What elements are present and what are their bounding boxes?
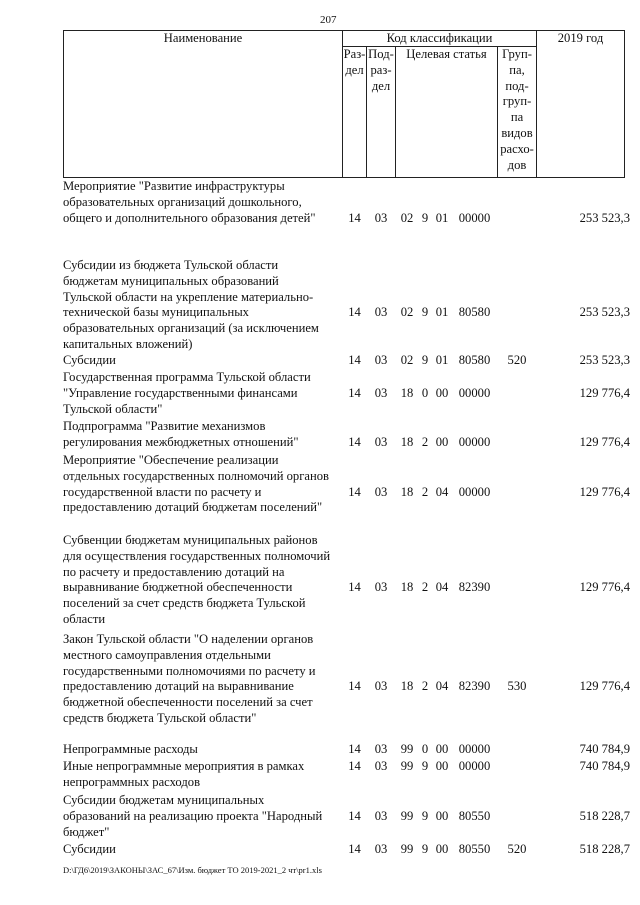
target-subprogram-cell: 9 <box>421 210 429 225</box>
target-direction-cell: 00000 <box>458 210 491 225</box>
row-name-line: Субвенции бюджетам муниципальных районов <box>63 533 318 547</box>
target-direction-cell: 80550 <box>458 842 491 856</box>
row-name-line: Субсидии из бюджета Тульской области <box>63 258 279 272</box>
header-group-line: расхо- <box>500 141 534 156</box>
header-razdel-line: дел <box>345 62 364 77</box>
header-group-line: па <box>510 110 524 125</box>
podrazdel-cell: 03 <box>374 385 388 400</box>
row-name-line: Мероприятие "Обеспечение реализации <box>63 453 279 467</box>
header-group-line: па, <box>509 62 525 77</box>
row-name-line: капитальных вложений) <box>63 336 193 351</box>
podrazdel-cell: 03 <box>374 434 388 449</box>
row-name <box>63 793 343 840</box>
target-direction-cell: 80550 <box>458 808 491 823</box>
razdel-cell: 14 <box>348 679 361 694</box>
header-name-cell <box>63 30 343 178</box>
row-name-line: предоставлению дотаций на выравнивание <box>63 679 294 694</box>
header-group-line: Груп- <box>502 47 532 61</box>
header-group-line: под- <box>505 78 529 93</box>
razdel-cell: 14 <box>348 742 361 756</box>
target-direction-cell: 00000 <box>458 759 491 773</box>
header-group <box>497 47 537 173</box>
target-program-cell: 18 <box>400 679 414 694</box>
podrazdel-cell: 03 <box>374 580 388 595</box>
target-subprogram-cell: 2 <box>421 580 429 595</box>
row-name-line: Субсидии <box>63 842 116 856</box>
razdel-cell: 14 <box>348 842 361 856</box>
target-program-cell: 99 <box>400 742 414 756</box>
target-program-cell: 99 <box>400 759 414 773</box>
razdel-cell: 14 <box>348 808 361 823</box>
target-subprogram-cell: 9 <box>421 305 429 320</box>
header-target: Целевая статья <box>406 47 487 61</box>
row-name-line: бюджетной обеспеченности поселений за счет <box>63 695 313 710</box>
row-name-line: государственной власти по расчету и <box>63 484 262 499</box>
amount-cell: 518 228,7 <box>579 842 630 856</box>
row-name-line: отдельных государственных полномочий органов <box>63 468 329 483</box>
amount-cell: 518 228,7 <box>579 808 630 823</box>
row-name-line: образовательных организаций дошкольного, <box>63 194 302 209</box>
target-direction-cell: 00000 <box>458 385 491 400</box>
target-direction-cell: 00000 <box>458 434 491 449</box>
target-event-cell: 00 <box>435 742 449 756</box>
header-code-group: Код классификации <box>386 31 493 45</box>
row-name-line: непрограммных расходов <box>63 774 201 789</box>
target-program-cell: 02 <box>400 305 414 320</box>
amount-cell: 740 784,9 <box>579 759 630 773</box>
razdel-cell: 14 <box>348 580 361 595</box>
row-name-line: Субсидии <box>63 353 116 367</box>
row-name-line: Закон Тульской области "О наделении органов <box>63 632 314 646</box>
row-name <box>63 453 343 516</box>
amount-cell: 129 776,4 <box>579 434 630 449</box>
header-podrazdel-line: дел <box>371 78 391 93</box>
row-name <box>63 742 343 758</box>
target-event-cell: 00 <box>435 759 449 773</box>
target-subprogram-cell: 0 <box>421 742 429 756</box>
podrazdel-cell: 03 <box>374 742 388 756</box>
target-subprogram-cell: 2 <box>421 434 429 449</box>
target-event-cell: 04 <box>435 484 449 499</box>
row-name-line: Мероприятие "Развитие инфраструктуры <box>63 179 285 193</box>
target-direction-cell: 82390 <box>458 679 491 694</box>
target-direction-cell: 80580 <box>458 305 491 320</box>
row-name-line: местного самоуправления отдельными <box>63 647 271 662</box>
header-year-cell <box>536 30 625 178</box>
row-name-line: Иные непрограммные мероприятия в рамках <box>63 759 305 773</box>
target-event-cell: 04 <box>435 679 449 694</box>
header-group-line: видов <box>501 125 533 140</box>
row-name-line: бюджет" <box>63 824 110 839</box>
header-year: 2019 год <box>557 31 604 45</box>
row-name-line: выравнивание бюджетной обеспеченности <box>63 580 293 595</box>
podrazdel-cell: 03 <box>374 353 388 367</box>
target-program-cell: 18 <box>400 434 414 449</box>
target-subprogram-cell: 9 <box>421 842 429 856</box>
podrazdel-cell: 03 <box>374 679 388 694</box>
header-group-line: груп- <box>502 94 532 109</box>
row-name-line: Подпрограмма "Развитие механизмов <box>63 419 266 433</box>
header-group-line: дов <box>507 157 527 172</box>
row-name-line: общего и дополнительного образования детей" <box>63 210 316 225</box>
row-name-line: образовательных организаций (за исключением <box>63 321 319 336</box>
row-name <box>63 842 343 858</box>
razdel-cell: 14 <box>348 434 361 449</box>
amount-cell: 129 776,4 <box>579 484 630 499</box>
row-name-line: Тульской области на укрепление материально- <box>63 289 314 304</box>
amount-cell: 253 523,3 <box>579 210 630 225</box>
row-name-line: предоставлению дотаций бюджетам поселений" <box>63 500 323 515</box>
amount-cell: 129 776,4 <box>579 679 630 694</box>
row-name <box>63 179 343 226</box>
target-subprogram-cell: 2 <box>421 484 429 499</box>
row-name-line: поселений за счет средств бюджета Тульской <box>63 596 306 611</box>
target-subprogram-cell: 9 <box>421 353 429 367</box>
target-program-cell: 18 <box>400 484 414 499</box>
row-name <box>63 353 343 369</box>
row-name-line: области <box>63 611 106 626</box>
target-program-cell: 99 <box>400 808 414 823</box>
target-event-cell: 00 <box>435 385 449 400</box>
podrazdel-cell: 03 <box>374 759 388 773</box>
podrazdel-cell: 03 <box>374 842 388 856</box>
razdel-cell: 14 <box>348 305 361 320</box>
amount-cell: 253 523,3 <box>579 353 630 367</box>
razdel-cell: 14 <box>348 353 361 367</box>
target-subprogram-cell: 2 <box>421 679 429 694</box>
row-name-line: образований на реализацию проекта "Народный <box>63 808 323 823</box>
file-path-footer: D:\ГД6\2019\ЗАКОНЫ\ЗАС_67\Изм. бюджет ТО 2019-2021_2 чт\pr1.xls <box>63 865 322 875</box>
target-event-cell: 01 <box>435 210 449 225</box>
row-name-line: технической базы муниципальных <box>63 305 249 320</box>
amount-cell: 740 784,9 <box>579 742 630 756</box>
target-subprogram-cell: 0 <box>421 385 429 400</box>
target-event-cell: 04 <box>435 580 449 595</box>
target-program-cell: 99 <box>400 842 414 856</box>
row-name-line: Государственная программа Тульской области <box>63 370 311 384</box>
row-name <box>63 419 343 451</box>
target-event-cell: 01 <box>435 353 449 367</box>
header-name: Наименование <box>163 31 243 45</box>
target-direction-cell: 82390 <box>458 580 491 595</box>
target-subprogram-cell: 9 <box>421 808 429 823</box>
target-program-cell: 02 <box>400 353 414 367</box>
row-name <box>63 370 343 417</box>
razdel-cell: 14 <box>348 210 361 225</box>
row-name <box>63 759 343 791</box>
row-name <box>63 632 343 727</box>
row-name-line: Тульской области" <box>63 401 163 416</box>
amount-cell: 129 776,4 <box>579 580 630 595</box>
expense-group-cell: 530 <box>507 679 527 694</box>
expense-group-cell: 520 <box>507 353 527 367</box>
target-direction-cell: 00000 <box>458 742 491 756</box>
podrazdel-cell: 03 <box>374 808 388 823</box>
row-name-line: бюджетам муниципальных образований <box>63 273 279 288</box>
row-name-line: по расчету и предоставлению дотаций на <box>63 564 285 579</box>
target-program-cell: 18 <box>400 580 414 595</box>
row-name-line: Непрограммные расходы <box>63 742 198 756</box>
row-name-line: "Управление государственными финансами <box>63 385 298 400</box>
target-event-cell: 00 <box>435 842 449 856</box>
header-podrazdel <box>366 47 396 94</box>
target-subprogram-cell: 9 <box>421 759 429 773</box>
row-name-line: государственными полномочиями по расчету и <box>63 663 316 678</box>
target-event-cell: 00 <box>435 808 449 823</box>
amount-cell: 129 776,4 <box>579 385 630 400</box>
target-program-cell: 02 <box>400 210 414 225</box>
row-name-line: средств бюджета Тульской области" <box>63 710 257 725</box>
row-name-line: регулирования межбюджетных отношений" <box>63 434 299 449</box>
expense-group-cell: 520 <box>507 842 527 856</box>
header-podrazdel-line: Под- <box>368 47 394 61</box>
podrazdel-cell: 03 <box>374 305 388 320</box>
target-program-cell: 18 <box>400 385 414 400</box>
target-event-cell: 00 <box>435 434 449 449</box>
amount-cell: 253 523,3 <box>579 305 630 320</box>
podrazdel-cell: 03 <box>374 210 388 225</box>
podrazdel-cell: 03 <box>374 484 388 499</box>
header-razdel-line: Раз- <box>343 47 366 61</box>
target-direction-cell: 80580 <box>458 353 491 367</box>
header-razdel <box>342 47 367 79</box>
razdel-cell: 14 <box>348 385 361 400</box>
target-event-cell: 01 <box>435 305 449 320</box>
row-name-line: для осуществления государственных полномочий <box>63 548 331 563</box>
razdel-cell: 14 <box>348 484 361 499</box>
page-number: 207 <box>320 14 337 26</box>
row-name-line: Субсидии бюджетам муниципальных <box>63 793 265 807</box>
razdel-cell: 14 <box>348 759 361 773</box>
target-direction-cell: 00000 <box>458 484 491 499</box>
header-podrazdel-line: раз- <box>370 62 392 77</box>
row-name <box>63 258 343 353</box>
row-name <box>63 533 343 628</box>
